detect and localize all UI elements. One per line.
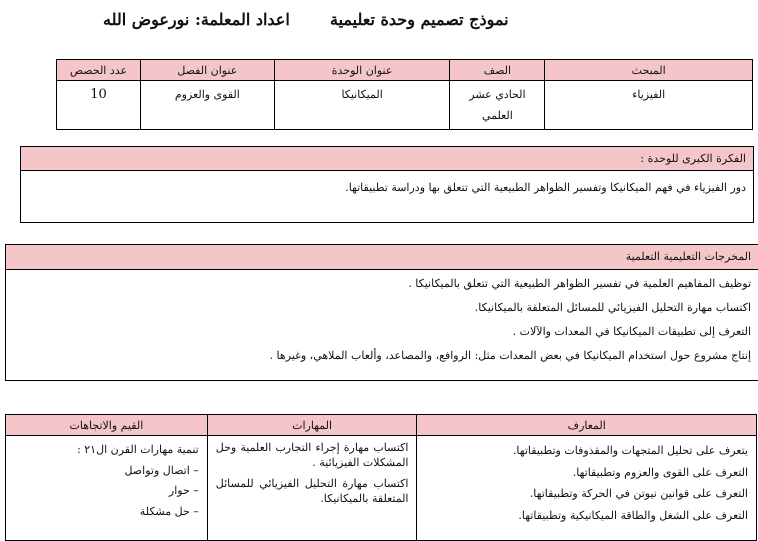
- big-idea-text: دور الفيزياء في فهم الميكانيكا وتفسير الظواهر الطبيعية التي تتعلق بها ودراسة تطبيقاتها.: [345, 181, 746, 194]
- unit-title-cell: الميكانيكا: [274, 81, 450, 130]
- skills-header: المهارات: [207, 415, 417, 436]
- values-header: القيم والاتجاهات: [6, 415, 208, 436]
- knowledge-item: التعرف على الشغل والطاقة الميكانيكية وتطبيقاتها.: [518, 508, 748, 522]
- ksv-content-row: [6, 436, 757, 541]
- unit-title-header: عنوان الوحدة: [274, 60, 450, 81]
- knowledge-header: المعارف: [417, 415, 757, 436]
- skill-item: اكتساب مهارة إجراء التجارب العلمية وحل المشكلات الفيزيائية .: [215, 441, 409, 469]
- periods-header: عدد الحصص: [57, 60, 141, 81]
- unit-info-row: [57, 81, 753, 130]
- periods-cell: 10: [57, 81, 141, 130]
- learning-outcomes-box: [5, 244, 758, 381]
- big-idea-box: [20, 146, 754, 223]
- values-item: – حل مشكلة: [139, 504, 199, 518]
- chapter-title-cell: القوى والعزوم: [140, 81, 274, 130]
- big-idea-label: الفكرة الكبرى للوحدة :: [21, 147, 753, 171]
- grade-header: الصف: [450, 60, 545, 81]
- knowledge-item: يتعرف على تحليل المتجهات والمقذوفات وتطبيقاتها.: [512, 444, 748, 457]
- subject-header: المبحث: [545, 60, 753, 81]
- values-item: – حوار: [168, 484, 199, 497]
- skills-cell: [207, 436, 417, 541]
- unit-info-header-row: [57, 60, 753, 81]
- page-title: نموذج تصميم وحدة تعليمية: [330, 10, 509, 29]
- values-cell: [6, 436, 208, 541]
- outcome-item: التعرف إلى تطبيقات الميكانيكا في المعدات والآلات .: [512, 325, 751, 338]
- knowledge-item: التعرف على قوانين نيوتن في الحركة وتطبيقاتها.: [529, 487, 748, 500]
- chapter-title-header: عنوان الفصل: [140, 60, 274, 81]
- knowledge-item: التعرف على القوى والعزوم وتطبيقاتها.: [572, 465, 748, 479]
- outcome-item: اكتساب مهارة التحليل الفيزيائي للمسائل المتعلقة بالميكانيكا.: [474, 301, 751, 314]
- grade-cell: [450, 81, 545, 130]
- values-item: – اتصال وتواصل: [124, 463, 199, 477]
- skill-item: اكتساب مهارة التحليل الفيزيائي للمسائل المتعلقة بالميكانيكا.: [215, 477, 409, 505]
- outcome-item: إنتاج مشروع حول استخدام الميكانيكا في بعض المعدات مثل: الروافع، والمصاعد، وألعاب الملاهي، وغيرها .: [269, 349, 751, 362]
- learning-outcomes-list: [6, 270, 758, 368]
- grade-line-2: العلمي: [481, 109, 513, 122]
- ksv-header-row: [6, 415, 757, 436]
- values-item: تنمية مهارات القرن ال٢١ :: [77, 443, 199, 456]
- unit-info-table: [56, 59, 753, 130]
- knowledge-skills-values-table: [5, 414, 757, 541]
- outcome-item: توظيف المفاهيم العلمية في تفسير الظواهر الطبيعية التي تتعلق بالميكانيكا .: [408, 277, 751, 290]
- teacher-name: اعداد المعلمة: نورعوض الله: [103, 10, 290, 29]
- subject-cell: الفيزياء: [545, 81, 753, 130]
- grade-line-1: الحادي عشر: [469, 88, 526, 101]
- knowledge-cell: [417, 436, 757, 541]
- learning-outcomes-label: المخرجات التعليمية التعلمية: [6, 245, 758, 270]
